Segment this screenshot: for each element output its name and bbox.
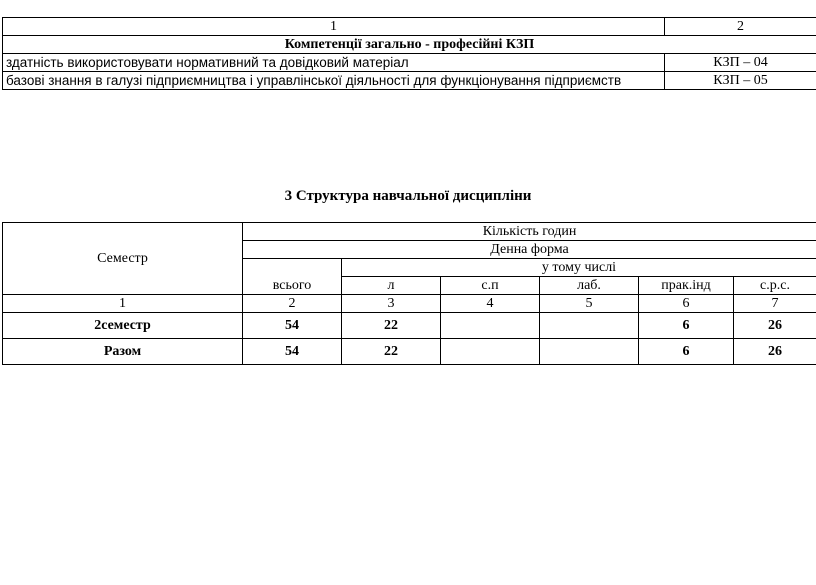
table-row [3,339,816,365]
semester-header: Семестр [3,223,243,295]
sub-header-l: л [342,277,441,295]
sp-cell [441,313,540,339]
section-heading: 3 Структура навчальної дисципліни [284,188,532,204]
lecture-cell: 22 [342,339,441,365]
total-cell: 54 [243,313,342,339]
total-header: всього [243,259,342,295]
prak-cell: 6 [639,313,734,339]
competence-code: КЗП – 05 [665,72,816,90]
sub-header-sp: с.п [441,277,540,295]
column-number: 2 [243,295,342,313]
column-number-2: 2 [665,18,816,36]
sp-cell [441,339,540,365]
column-number: 6 [639,295,734,313]
sub-header-prak: прак.інд [639,277,734,295]
lab-cell [540,339,639,365]
competence-text: базові знання в галузі підприємництва і управлінської діяльності для функціонування підприємств [3,72,665,90]
competence-table [2,17,816,90]
column-number: 4 [441,295,540,313]
sub-header-lab: лаб. [540,277,639,295]
total-cell: 54 [243,339,342,365]
column-number-1: 1 [3,18,665,36]
column-number: 7 [734,295,816,313]
lecture-cell: 22 [342,313,441,339]
column-number: 5 [540,295,639,313]
form-header: Денна форма [243,241,816,259]
including-header: у тому числі [342,259,816,277]
column-number: 3 [342,295,441,313]
table-row [3,313,816,339]
lab-cell [540,313,639,339]
competence-group-title: Компетенції загально - професійні КЗП [3,36,816,54]
srs-cell: 26 [734,313,816,339]
competence-code: КЗП – 04 [665,54,816,72]
column-number: 1 [3,295,243,313]
semester-cell: 2семестр [3,313,243,339]
competence-text: здатність використовувати нормативний та довідковий матеріал [3,54,665,72]
prak-cell: 6 [639,339,734,365]
structure-table [2,222,816,365]
semester-cell: Разом [3,339,243,365]
sub-header-srs: с.р.с. [734,277,816,295]
srs-cell: 26 [734,339,816,365]
hours-header: Кількість годин [243,223,816,241]
